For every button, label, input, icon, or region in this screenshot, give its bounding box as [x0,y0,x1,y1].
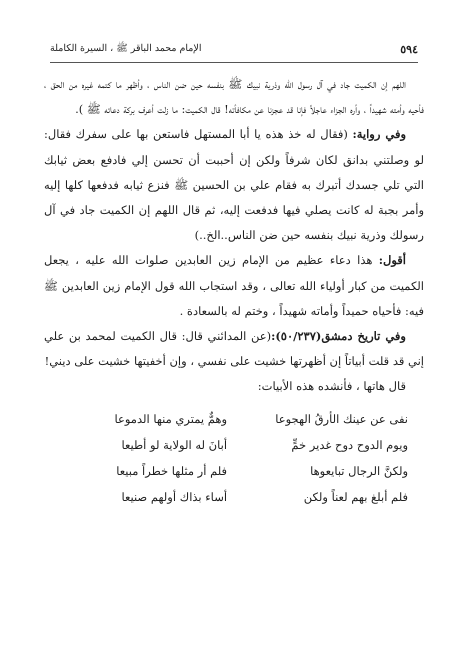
verse-second-hemistich: وهمٌّ يمتري منها الدموعا [114,411,228,426]
page-header [50,40,418,63]
poem-verse [44,458,424,484]
poem-verse [44,432,424,458]
paragraph-text: (عن المدائني قال: قال الكميت لمحمد بن علي إني قد قلت أبياتاً إن أظهرتها خشيت على نفسي ، وإن أخفيتها خشيت على ديني! [44,329,424,369]
poem-verse [44,484,424,510]
verse-second-hemistich: أبانَ له الولاية لو أطيعا [121,437,228,452]
paragraph-lead: وفي تاريخ دمشق(٥٠/٢٣٧): [271,329,406,344]
poem-intro: قال هاتها ، فأنشده هذه الأبيات: [257,379,406,394]
paragraph-text: (فقال له خذ هذه يا أبا المستهل فاستعن بها على سفرك فقال: لو وصلتني بدانق لكان شرفاً ولكن إن أحببت أن تحسن إلي فادفع بعض ثيابك التي تلي جسدك أتبرك به فقام علي بن الحسين ﷺ فنزع ثيابه فدفعها كلها إليه وأمر بجبة له كانت يصلي فيها فدفعت إليه، ثم قال اللهم إن الكميت جاد في آل رسولك وذرية نبيك بنفسه حين ضن الناس..الخ..) [44,127,424,243]
verse-first-hemistich: ويوم الدوح دوح غدير خمٍّ [291,437,408,452]
page-number: ٥٩٤ [400,42,418,56]
paragraph [44,72,424,122]
paragraph-lead: وفي رواية: [352,127,406,142]
paragraph [44,324,424,374]
paragraph-text: هذا دعاء عظيم من الإمام زين العابدين صلوات الله عليه ، يجعل الكميت من كبار أولياء الله تعالى ، وقد استجاب الله قول الإمام زين العابدين ﷺ فيه: فأحياه حميداً وأماته شهيداً ، وختم له بالسعادة . [44,253,424,318]
paragraph-lead: أقول: [378,253,406,268]
poem [44,406,424,510]
verse-first-hemistich: فلم أبلغ بهم لعناً ولكن [303,489,408,504]
verse-first-hemistich: ولكنَّ الرجال تبايعوها [310,463,408,478]
verse-second-hemistich: فلم أر مثلها خطراً مبيعا [116,463,228,478]
verse-second-hemistich: أساء بذاك أولهم صنيعا [121,489,228,504]
page-body [44,72,424,510]
paragraph [44,122,424,248]
poem-verse [44,406,424,432]
paragraph-text: اللهم إن الكميت جاد في آل رسول الله وذرية نبيك ﷺ بنفسه حين ضن الناس ، وأظهر ما كتمه غيره من الحق ، فأحيه وأمته شهيداً ، وأره الجزاء عاجلاً فإنا قد عجزنا عن مكافأته! قال الكميت: ما زلت أعرف بركة دعائه ﷺ ). [44,77,424,117]
paragraph [44,248,424,324]
verse-first-hemistich: نفى عن عينك الأرقُ الهجوعا [275,411,408,426]
running-title: الإمام محمد الباقر ﷺ ، السيرة الكاملة [50,43,202,54]
